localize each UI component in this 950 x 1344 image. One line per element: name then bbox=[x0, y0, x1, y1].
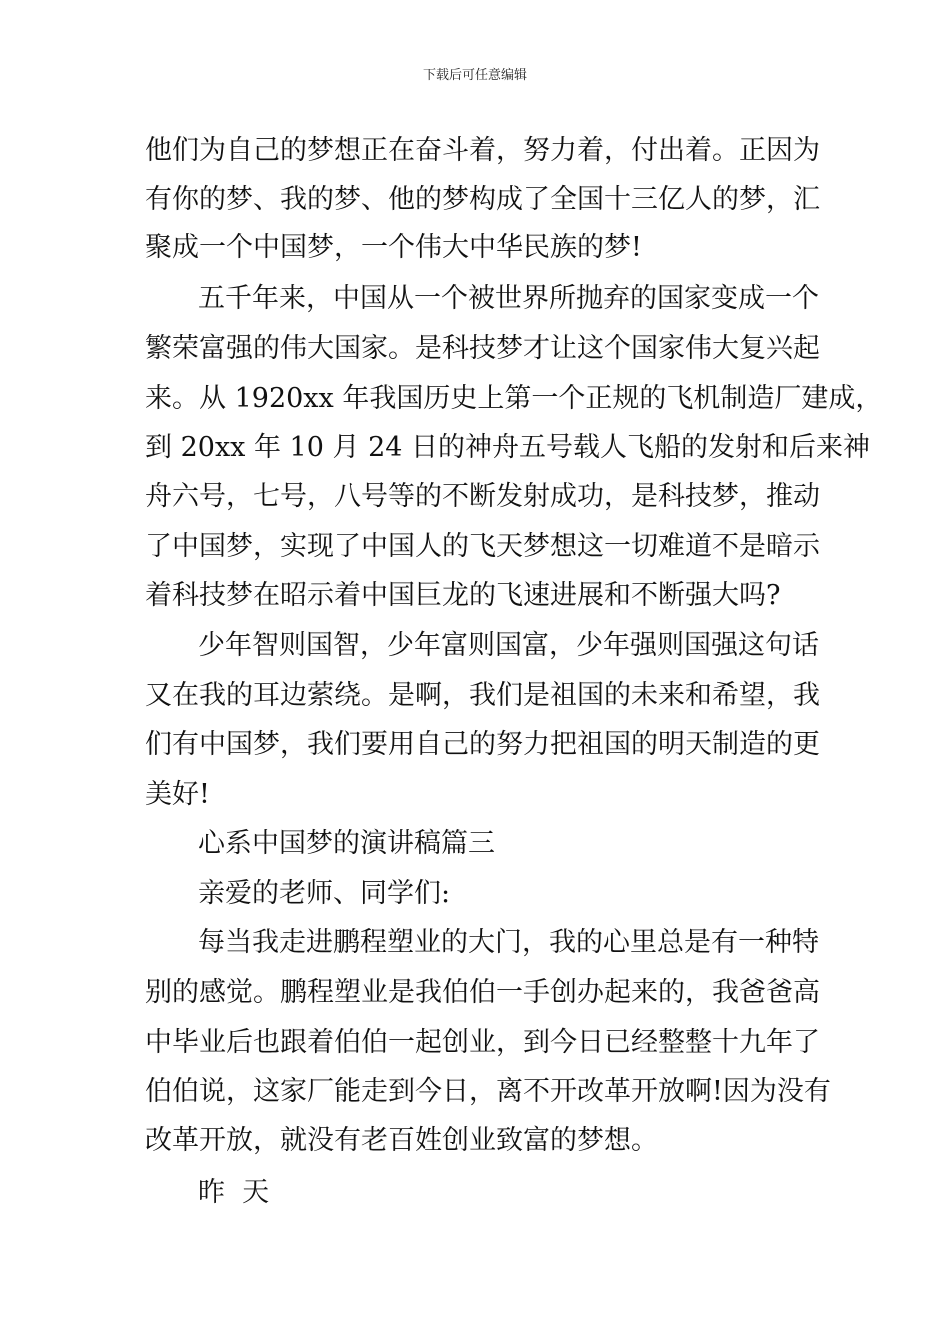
text-line: 别的感觉。鹏程塑业是我伯伯一手创办起来的，我爸爸高 bbox=[145, 977, 820, 1008]
text-line: 繁荣富强的伟大国家。是科技梦才让这个国家伟大复兴起 bbox=[145, 333, 820, 364]
text-line: 昨 天 bbox=[198, 1177, 270, 1208]
text-line: 他们为自己的梦想正在奋斗着，努力着，付出着。正因为 bbox=[145, 135, 820, 166]
text-line: 了中国梦，实现了中国人的飞天梦想这一切难道不是暗示 bbox=[145, 531, 820, 562]
page-header: 下载后可任意编辑 bbox=[422, 68, 527, 83]
section-title: 心系中国梦的演讲稿篇三 bbox=[198, 828, 495, 859]
text-line: 到 20xx 年 10 月 24 日的神舟五号载人飞船的发射和后来神 bbox=[145, 432, 871, 463]
text-line: 着科技梦在昭示着中国巨龙的飞速进展和不断强大吗? bbox=[145, 580, 781, 611]
text-line: 来。从 1920xx 年我国历史上第一个正规的飞机制造厂建成， bbox=[145, 383, 883, 414]
text-line: 伯伯说，这家厂能走到今日，离不开改革开放啊!因为没有 bbox=[145, 1076, 831, 1107]
text-line: 们有中国梦，我们要用自己的努力把祖国的明天制造的更 bbox=[145, 729, 820, 760]
text-line: 美好! bbox=[145, 779, 210, 810]
text-line: 每当我走进鹏程塑业的大门，我的心里总是有一种特 bbox=[198, 927, 819, 958]
text-line: 五千年来，中国从一个被世界所抛弃的国家变成一个 bbox=[198, 283, 819, 314]
text-line: 改革开放，就没有老百姓创业致富的梦想。 bbox=[145, 1125, 658, 1156]
text-line: 又在我的耳边萦绕。是啊，我们是祖国的未来和希望，我 bbox=[145, 680, 820, 711]
text-line: 聚成一个中国梦，一个伟大中华民族的梦! bbox=[145, 232, 642, 263]
text-line: 中毕业后也跟着伯伯一起创业，到今日已经整整十九年了 bbox=[145, 1027, 820, 1058]
text-line: 少年智则国智，少年富则国富，少年强则国强这句话 bbox=[198, 630, 819, 661]
text-line: 有你的梦、我的梦、他的梦构成了全国十三亿人的梦，汇 bbox=[145, 184, 820, 215]
salutation: 亲爱的老师、同学们: bbox=[198, 878, 451, 909]
text-line: 舟六号，七号，八号等的不断发射成功，是科技梦，推动 bbox=[145, 481, 820, 512]
